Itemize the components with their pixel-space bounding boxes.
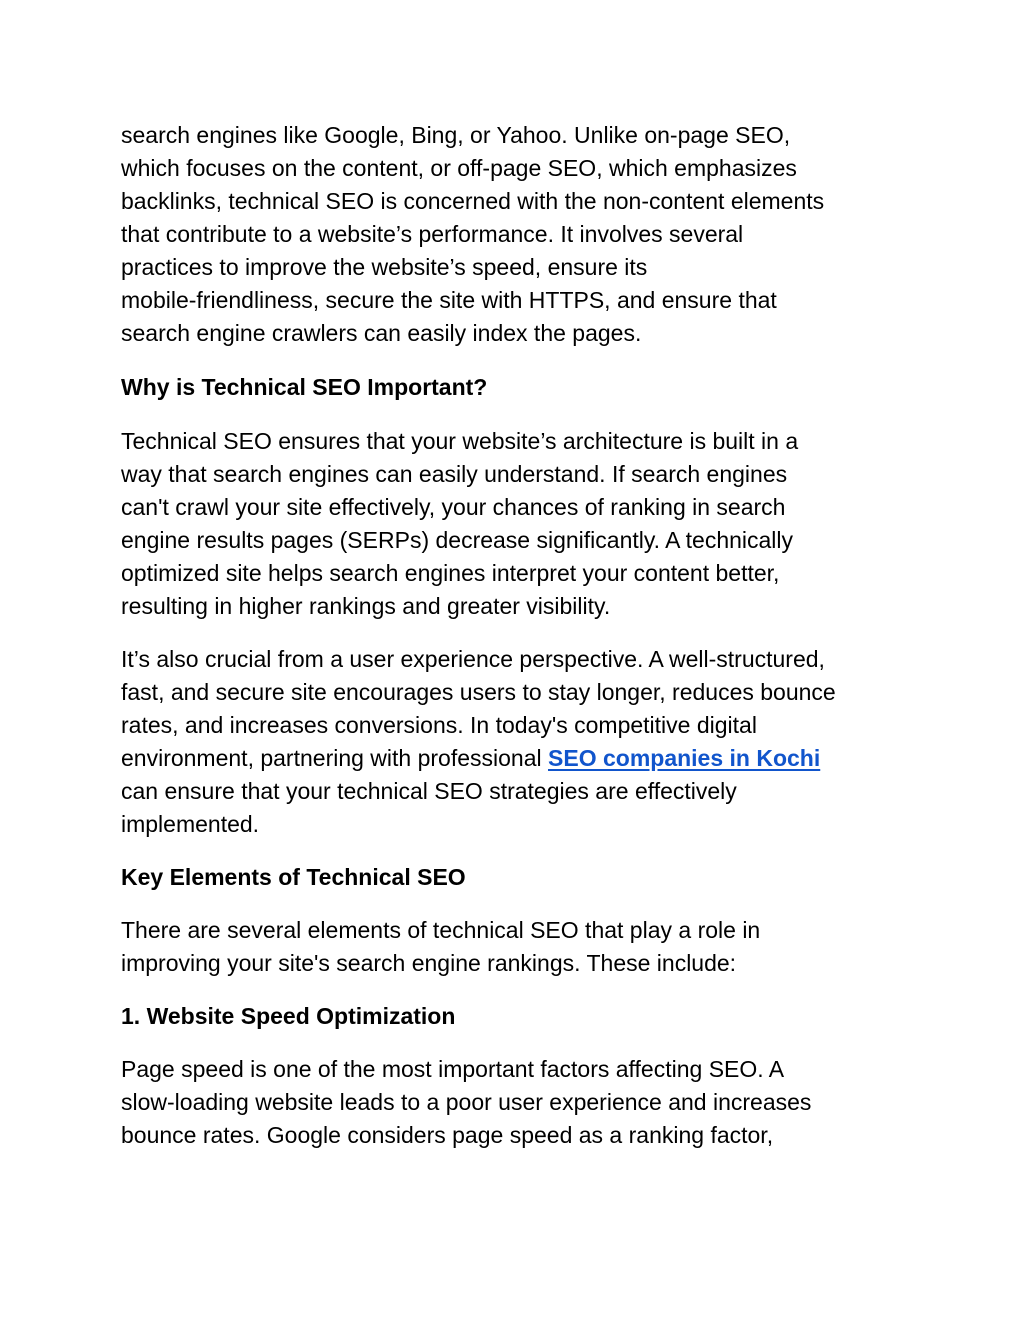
text-line: improving your site's search engine rankings. These include: xyxy=(121,950,737,976)
text-line: way that search engines can easily understand. If search engines xyxy=(121,461,788,487)
text-line: Technical SEO ensures that your website’s architecture is built in a xyxy=(121,428,799,454)
text-line: backlinks, technical SEO is concerned with the non-content elements xyxy=(121,188,825,214)
text-line: implemented. xyxy=(121,811,260,837)
text-line: Page speed is one of the most important factors affecting SEO. A xyxy=(121,1056,785,1082)
text-line: search engines like Google, Bing, or Yahoo. Unlike on-page SEO, xyxy=(121,122,791,148)
intro-paragraph xyxy=(121,119,921,350)
section-heading-key-elements: Key Elements of Technical SEO xyxy=(121,864,466,890)
section-heading-why-important: Why is Technical SEO Important? xyxy=(121,374,488,400)
text-line: optimized site helps search engines interpret your content better, xyxy=(121,560,780,586)
why-important-paragraph xyxy=(121,425,921,623)
text-line: engine results pages (SERPs) decrease significantly. A technically xyxy=(121,527,794,553)
text-line: which focuses on the content, or off-page SEO, which emphasizes xyxy=(121,155,797,181)
link-prefix-text: environment, partnering with professional xyxy=(121,745,549,771)
text-line: that contribute to a website’s performance. It involves several xyxy=(121,221,744,247)
seo-companies-kochi-link[interactable]: SEO companies in Kochi xyxy=(548,745,821,771)
key-elements-paragraph xyxy=(121,914,921,980)
text-line: It’s also crucial from a user experience perspective. A well-structured, xyxy=(121,646,825,672)
text-line: mobile-friendliness, secure the site with HTTPS, and ensure that xyxy=(121,287,777,313)
website-speed-paragraph xyxy=(121,1053,921,1152)
text-line: practices to improve the website’s speed, ensure its xyxy=(121,254,648,280)
document-page xyxy=(121,119,921,1172)
text-line: resulting in higher rankings and greater visibility. xyxy=(121,593,611,619)
text-line: search engine crawlers can easily index the pages. xyxy=(121,320,642,346)
section-heading-website-speed: 1. Website Speed Optimization xyxy=(121,1003,456,1029)
text-line-with-link xyxy=(121,742,921,775)
text-line: rates, and increases conversions. In today's competitive digital xyxy=(121,712,757,738)
text-line: can't crawl your site effectively, your chances of ranking in search xyxy=(121,494,786,520)
text-line: bounce rates. Google considers page speed as a ranking factor, xyxy=(121,1122,774,1148)
text-line: fast, and secure site encourages users to stay longer, reduces bounce xyxy=(121,679,836,705)
text-line: slow-loading website leads to a poor user experience and increases xyxy=(121,1089,812,1115)
text-line: can ensure that your technical SEO strategies are effectively xyxy=(121,778,737,804)
text-line: There are several elements of technical SEO that play a role in xyxy=(121,917,761,943)
user-experience-paragraph xyxy=(121,643,921,841)
